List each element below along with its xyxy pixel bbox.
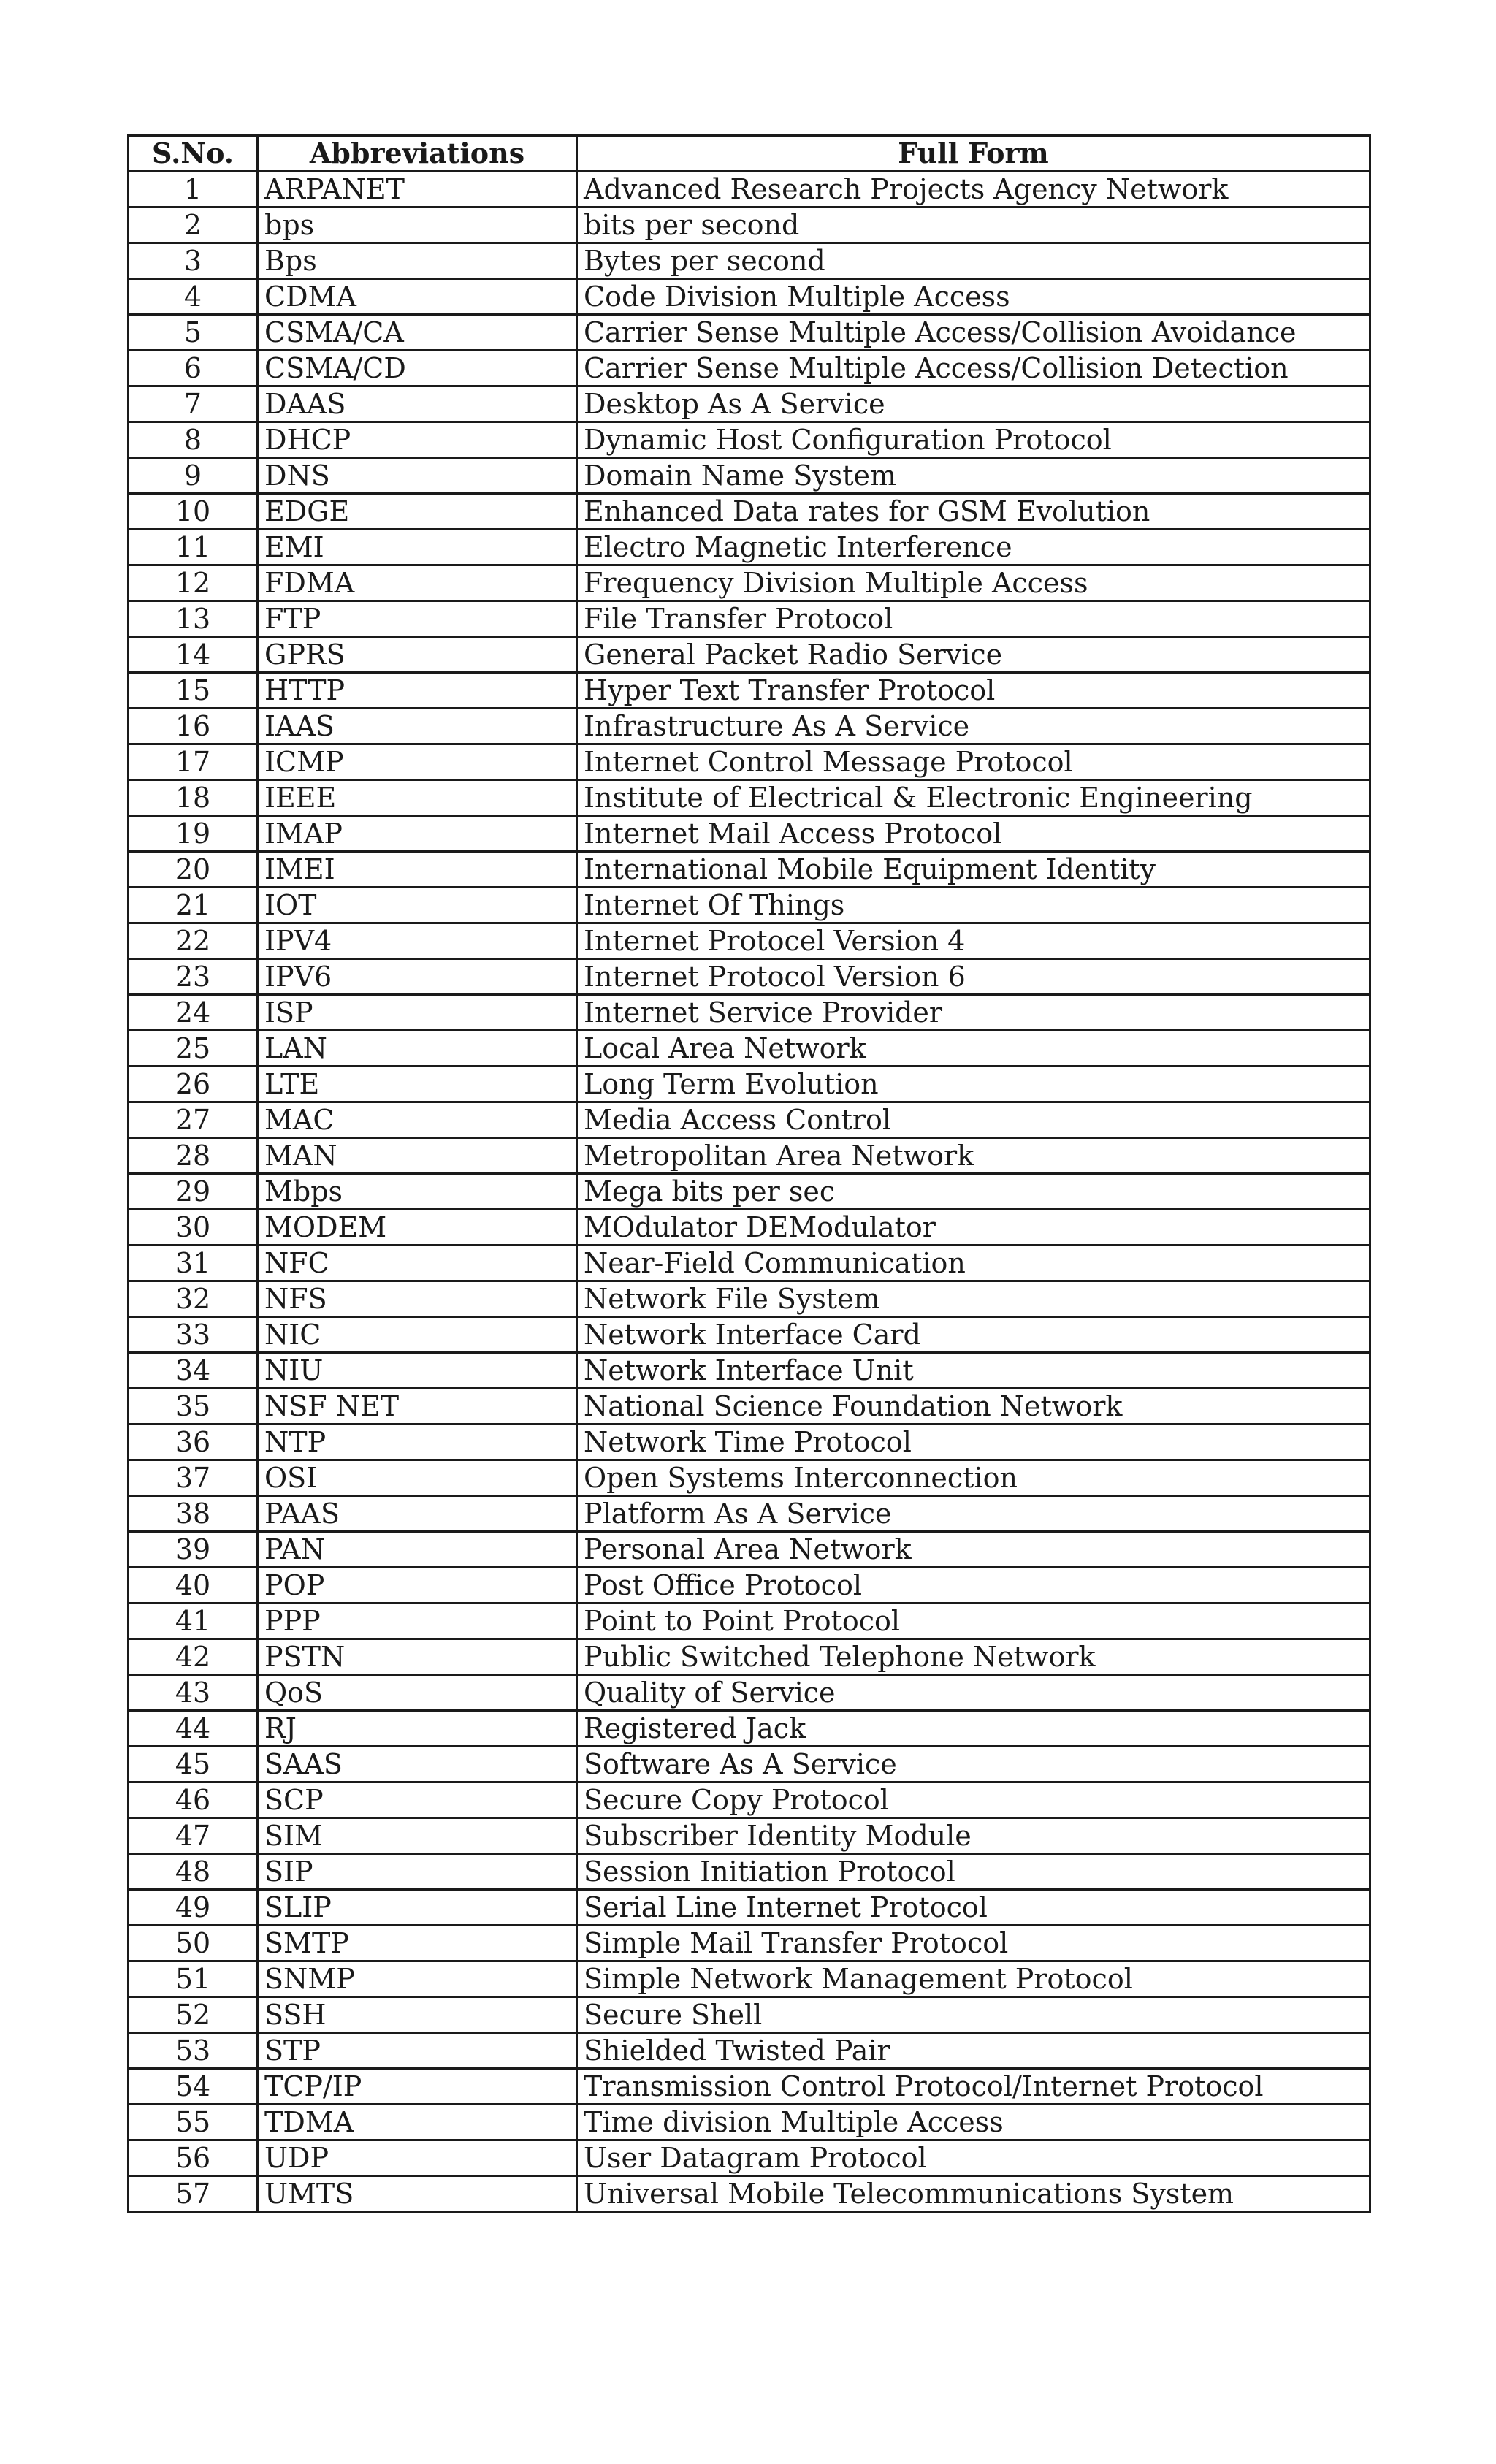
cell-abbreviation: PPP [258,1603,577,1639]
cell-sno: 10 [129,494,258,530]
cell-full-form: Institute of Electrical & Electronic Engineering [577,780,1370,816]
cell-abbreviation: MAC [258,1102,577,1138]
cell-full-form: Secure Shell [577,1997,1370,2033]
cell-sno: 4 [129,279,258,315]
cell-abbreviation: SMTP [258,1926,577,1961]
cell-sno: 48 [129,1854,258,1890]
cell-sno: 51 [129,1961,258,1997]
cell-full-form: Electro Magnetic Interference [577,530,1370,565]
cell-abbreviation: TDMA [258,2105,577,2140]
cell-abbreviation: NIU [258,1353,577,1389]
cell-sno: 17 [129,744,258,780]
table-row [129,744,1370,780]
cell-sno: 46 [129,1782,258,1818]
cell-sno: 18 [129,780,258,816]
table-row [129,1102,1370,1138]
table-row [129,1747,1370,1782]
table-row [129,1389,1370,1424]
table-row [129,780,1370,816]
header-abbreviations: Abbreviations [258,136,577,172]
cell-abbreviation: NTP [258,1424,577,1460]
cell-sno: 53 [129,2033,258,2069]
cell-sno: 21 [129,888,258,923]
cell-full-form: Code Division Multiple Access [577,279,1370,315]
cell-sno: 6 [129,351,258,386]
cell-full-form: National Science Foundation Network [577,1389,1370,1424]
table-row [129,565,1370,601]
cell-abbreviation: NFC [258,1246,577,1281]
cell-full-form: Personal Area Network [577,1532,1370,1568]
cell-sno: 25 [129,1031,258,1067]
cell-abbreviation: DNS [258,458,577,494]
table-row [129,1639,1370,1675]
cell-abbreviation: Bps [258,243,577,279]
cell-abbreviation: ICMP [258,744,577,780]
cell-sno: 38 [129,1496,258,1532]
table-row [129,637,1370,673]
cell-abbreviation: SSH [258,1997,577,2033]
cell-sno: 2 [129,207,258,243]
table-row [129,2105,1370,2140]
cell-abbreviation: POP [258,1568,577,1603]
cell-sno: 13 [129,601,258,637]
cell-full-form: Internet Protocol Version 6 [577,959,1370,995]
cell-sno: 28 [129,1138,258,1174]
table-row [129,1675,1370,1711]
cell-full-form: Registered Jack [577,1711,1370,1747]
cell-full-form: Long Term Evolution [577,1067,1370,1102]
cell-abbreviation: IMEI [258,852,577,888]
table-row [129,1818,1370,1854]
cell-sno: 8 [129,422,258,458]
cell-sno: 16 [129,709,258,744]
cell-sno: 47 [129,1818,258,1854]
cell-sno: 24 [129,995,258,1031]
cell-sno: 32 [129,1281,258,1317]
cell-full-form: Secure Copy Protocol [577,1782,1370,1818]
cell-full-form: Open Systems Interconnection [577,1460,1370,1496]
cell-full-form: Simple Mail Transfer Protocol [577,1926,1370,1961]
cell-full-form: User Datagram Protocol [577,2140,1370,2176]
table-row [129,1317,1370,1353]
cell-abbreviation: STP [258,2033,577,2069]
cell-full-form: Hyper Text Transfer Protocol [577,673,1370,709]
cell-full-form: Shielded Twisted Pair [577,2033,1370,2069]
cell-abbreviation: DHCP [258,422,577,458]
table-row [129,1782,1370,1818]
cell-sno: 30 [129,1210,258,1246]
cell-sno: 20 [129,852,258,888]
cell-full-form: Advanced Research Projects Agency Network [577,172,1370,207]
table-row [129,1568,1370,1603]
table-row [129,995,1370,1031]
cell-abbreviation: LTE [258,1067,577,1102]
cell-full-form: Infrastructure As A Service [577,709,1370,744]
table-row [129,279,1370,315]
cell-sno: 56 [129,2140,258,2176]
cell-abbreviation: SIM [258,1818,577,1854]
table-row [129,207,1370,243]
cell-full-form: Network Time Protocol [577,1424,1370,1460]
cell-abbreviation: OSI [258,1460,577,1496]
cell-full-form: bits per second [577,207,1370,243]
cell-full-form: Simple Network Management Protocol [577,1961,1370,1997]
cell-abbreviation: NSF NET [258,1389,577,1424]
table-row [129,2033,1370,2069]
cell-abbreviation: UMTS [258,2176,577,2212]
cell-sno: 9 [129,458,258,494]
cell-sno: 40 [129,1568,258,1603]
table-header [129,136,1370,172]
cell-sno: 37 [129,1460,258,1496]
cell-abbreviation: IAAS [258,709,577,744]
table-row [129,1281,1370,1317]
table-row [129,1496,1370,1532]
table-row [129,709,1370,744]
abbreviations-table [127,134,1371,2213]
cell-full-form: Internet Control Message Protocol [577,744,1370,780]
cell-abbreviation: NIC [258,1317,577,1353]
table-row [129,1067,1370,1102]
cell-sno: 19 [129,816,258,852]
table-row [129,852,1370,888]
cell-abbreviation: bps [258,207,577,243]
cell-full-form: Metropolitan Area Network [577,1138,1370,1174]
cell-abbreviation: SCP [258,1782,577,1818]
table-row [129,1138,1370,1174]
cell-full-form: Session Initiation Protocol [577,1854,1370,1890]
cell-abbreviation: IPV6 [258,959,577,995]
cell-full-form: Point to Point Protocol [577,1603,1370,1639]
cell-abbreviation: CSMA/CA [258,315,577,351]
cell-abbreviation: TCP/IP [258,2069,577,2105]
table-row [129,1246,1370,1281]
cell-full-form: General Packet Radio Service [577,637,1370,673]
cell-full-form: Local Area Network [577,1031,1370,1067]
cell-full-form: Software As A Service [577,1747,1370,1782]
cell-abbreviation: EMI [258,530,577,565]
cell-sno: 55 [129,2105,258,2140]
cell-abbreviation: FTP [258,601,577,637]
cell-sno: 33 [129,1317,258,1353]
cell-sno: 12 [129,565,258,601]
cell-sno: 57 [129,2176,258,2212]
cell-full-form: Near-Field Communication [577,1246,1370,1281]
cell-abbreviation: IOT [258,888,577,923]
cell-sno: 52 [129,1997,258,2033]
cell-sno: 22 [129,923,258,959]
cell-sno: 26 [129,1067,258,1102]
cell-sno: 42 [129,1639,258,1675]
cell-sno: 45 [129,1747,258,1782]
cell-abbreviation: SIP [258,1854,577,1890]
cell-abbreviation: RJ [258,1711,577,1747]
cell-full-form: Carrier Sense Multiple Access/Collision Avoidance [577,315,1370,351]
cell-full-form: Transmission Control Protocol/Internet Protocol [577,2069,1370,2105]
cell-full-form: Post Office Protocol [577,1568,1370,1603]
cell-full-form: Desktop As A Service [577,386,1370,422]
table-row [129,673,1370,709]
cell-abbreviation: IMAP [258,816,577,852]
cell-abbreviation: SAAS [258,1747,577,1782]
table-row [129,351,1370,386]
cell-full-form: Internet Protocel Version 4 [577,923,1370,959]
cell-full-form: Internet Of Things [577,888,1370,923]
cell-abbreviation: UDP [258,2140,577,2176]
table-body [129,172,1370,2212]
cell-full-form: Enhanced Data rates for GSM Evolution [577,494,1370,530]
cell-abbreviation: PAAS [258,1496,577,1532]
table-row [129,386,1370,422]
table-row [129,1854,1370,1890]
cell-full-form: International Mobile Equipment Identity [577,852,1370,888]
table-row [129,1460,1370,1496]
cell-abbreviation: SNMP [258,1961,577,1997]
cell-sno: 41 [129,1603,258,1639]
document-sheet [127,134,1369,2213]
cell-sno: 11 [129,530,258,565]
cell-sno: 36 [129,1424,258,1460]
cell-sno: 29 [129,1174,258,1210]
cell-full-form: Universal Mobile Telecommunications System [577,2176,1370,2212]
table-row [129,816,1370,852]
cell-sno: 35 [129,1389,258,1424]
cell-full-form: Quality of Service [577,1675,1370,1711]
cell-abbreviation: ARPANET [258,172,577,207]
cell-sno: 39 [129,1532,258,1568]
cell-full-form: Frequency Division Multiple Access [577,565,1370,601]
cell-sno: 44 [129,1711,258,1747]
cell-abbreviation: NFS [258,1281,577,1317]
cell-full-form: Internet Service Provider [577,995,1370,1031]
table-row [129,1711,1370,1747]
cell-sno: 7 [129,386,258,422]
table-row [129,422,1370,458]
cell-sno: 50 [129,1926,258,1961]
table-row [129,2176,1370,2212]
cell-abbreviation: IPV4 [258,923,577,959]
cell-full-form: Domain Name System [577,458,1370,494]
cell-abbreviation: PSTN [258,1639,577,1675]
cell-full-form: File Transfer Protocol [577,601,1370,637]
cell-full-form: Bytes per second [577,243,1370,279]
cell-sno: 31 [129,1246,258,1281]
cell-abbreviation: MAN [258,1138,577,1174]
table-row [129,1890,1370,1926]
cell-sno: 1 [129,172,258,207]
cell-sno: 15 [129,673,258,709]
cell-full-form: Subscriber Identity Module [577,1818,1370,1854]
table-row [129,1926,1370,1961]
table-row [129,888,1370,923]
cell-full-form: Platform As A Service [577,1496,1370,1532]
cell-full-form: Carrier Sense Multiple Access/Collision Detection [577,351,1370,386]
cell-abbreviation: DAAS [258,386,577,422]
table-row [129,1031,1370,1067]
cell-sno: 3 [129,243,258,279]
cell-full-form: Time division Multiple Access [577,2105,1370,2140]
cell-abbreviation: CSMA/CD [258,351,577,386]
cell-sno: 23 [129,959,258,995]
table-row [129,1424,1370,1460]
cell-abbreviation: EDGE [258,494,577,530]
cell-abbreviation: CDMA [258,279,577,315]
header-full-form: Full Form [577,136,1370,172]
table-row [129,243,1370,279]
cell-full-form: Serial Line Internet Protocol [577,1890,1370,1926]
table-row [129,1174,1370,1210]
table-row [129,458,1370,494]
cell-full-form: Mega bits per sec [577,1174,1370,1210]
cell-abbreviation: PAN [258,1532,577,1568]
table-row [129,1532,1370,1568]
table-row [129,1210,1370,1246]
table-row [129,1997,1370,2033]
cell-full-form: Media Access Control [577,1102,1370,1138]
table-row [129,923,1370,959]
table-row [129,2140,1370,2176]
table-row [129,1961,1370,1997]
cell-full-form: MOdulator DEModulator [577,1210,1370,1246]
cell-full-form: Network Interface Card [577,1317,1370,1353]
table-row [129,1353,1370,1389]
cell-abbreviation: LAN [258,1031,577,1067]
table-row [129,2069,1370,2105]
cell-full-form: Network Interface Unit [577,1353,1370,1389]
cell-abbreviation: IEEE [258,780,577,816]
cell-abbreviation: GPRS [258,637,577,673]
cell-abbreviation: MODEM [258,1210,577,1246]
cell-sno: 49 [129,1890,258,1926]
cell-abbreviation: QoS [258,1675,577,1711]
cell-full-form: Internet Mail Access Protocol [577,816,1370,852]
header-sno: S.No. [129,136,258,172]
cell-abbreviation: SLIP [258,1890,577,1926]
cell-full-form: Network File System [577,1281,1370,1317]
cell-sno: 5 [129,315,258,351]
header-row [129,136,1370,172]
table-row [129,315,1370,351]
cell-sno: 54 [129,2069,258,2105]
cell-abbreviation: ISP [258,995,577,1031]
cell-abbreviation: HTTP [258,673,577,709]
cell-sno: 14 [129,637,258,673]
cell-abbreviation: FDMA [258,565,577,601]
cell-abbreviation: Mbps [258,1174,577,1210]
table-row [129,959,1370,995]
cell-sno: 43 [129,1675,258,1711]
cell-sno: 34 [129,1353,258,1389]
table-row [129,601,1370,637]
cell-full-form: Public Switched Telephone Network [577,1639,1370,1675]
table-row [129,494,1370,530]
table-row [129,530,1370,565]
table-row [129,172,1370,207]
cell-full-form: Dynamic Host Configuration Protocol [577,422,1370,458]
cell-sno: 27 [129,1102,258,1138]
table-row [129,1603,1370,1639]
